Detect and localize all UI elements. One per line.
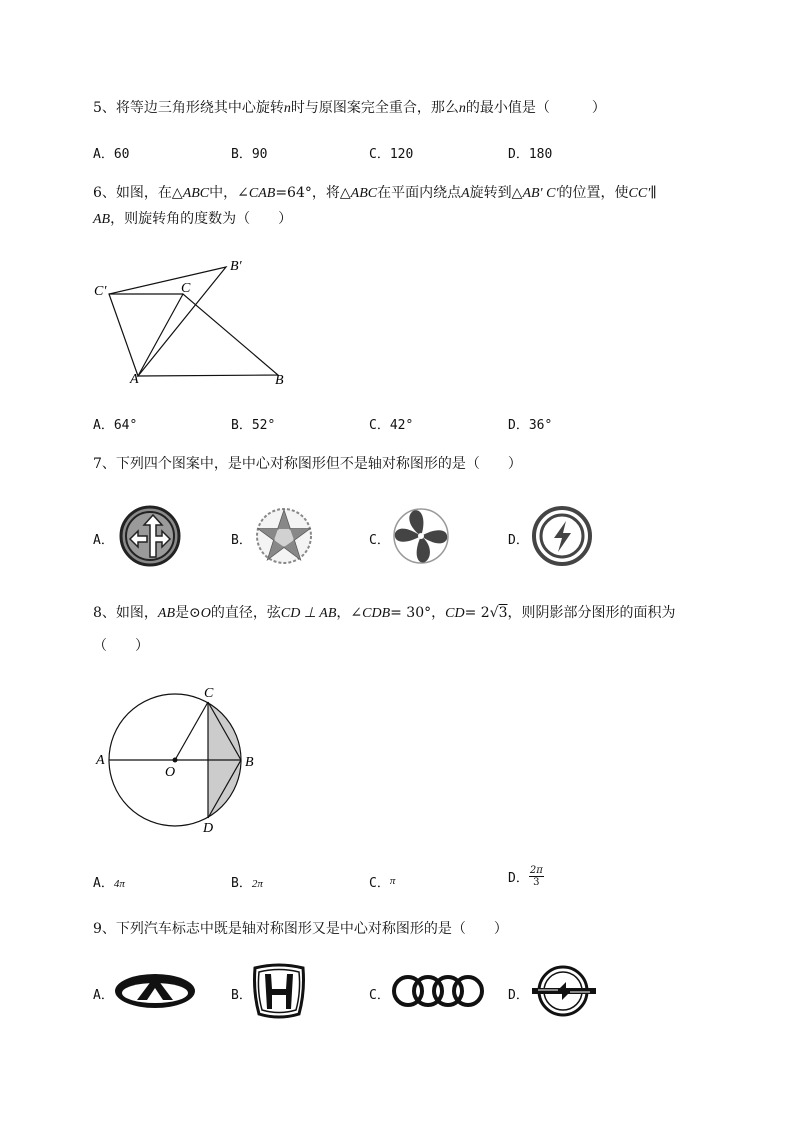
q8-var: CDB (362, 606, 391, 621)
q6-text: ，则旋转角的度数为（ ） (110, 211, 293, 227)
option-letter: D． (508, 418, 529, 433)
q8-text: 8、如图， (93, 605, 158, 621)
option-value: 180 (528, 147, 553, 162)
option-c[interactable] (369, 872, 395, 891)
option-letter: B． (231, 147, 252, 162)
label-b: B (245, 755, 254, 770)
option-letter: D． (508, 533, 529, 548)
opel-logo-icon (530, 958, 600, 1022)
q6-text: 在平面内绕点 (377, 185, 462, 201)
q6-var: CC′ (628, 186, 651, 201)
label-b: B (275, 373, 284, 388)
infiniti-logo-icon (113, 958, 197, 1022)
option-letter: C． (369, 988, 390, 1003)
question-9-text (93, 918, 508, 940)
question-8-options (93, 865, 713, 898)
q6-var: CAB (248, 186, 276, 201)
q6-var: AB (93, 212, 111, 227)
question-8-text-line2 (93, 635, 149, 657)
option-letter: D． (508, 147, 529, 162)
q5-var-n: n (283, 101, 291, 116)
label-b-prime: B′ (230, 259, 242, 274)
option-value: 52° (251, 418, 276, 433)
q8-circle-figure (90, 680, 270, 840)
option-d[interactable] (508, 958, 646, 1028)
option-d[interactable] (508, 503, 646, 573)
q8-text: 是⊙ (175, 605, 201, 621)
q6-var: ABC (182, 186, 210, 201)
option-value: 60 (113, 147, 130, 162)
option-letter: C． (369, 533, 390, 548)
option-letter: A． (93, 876, 114, 891)
option-letter: D． (508, 871, 529, 886)
honda-logo-icon (251, 958, 307, 1022)
option-d[interactable] (508, 865, 544, 888)
option-b[interactable] (231, 503, 369, 573)
q8-text: ，则阴影部分图形的面积为 (507, 605, 676, 621)
label-c: C (181, 281, 191, 296)
option-letter: C． (369, 876, 390, 891)
audi-rings-icon (391, 958, 485, 1022)
question-7-text (93, 453, 522, 475)
option-b[interactable] (231, 958, 369, 1028)
option-value: 120 (389, 147, 414, 162)
option-value: π (389, 875, 396, 887)
fraction-denominator: 3 (533, 877, 540, 888)
option-b[interactable] (231, 414, 275, 433)
option-letter: A． (93, 418, 114, 433)
option-a[interactable] (93, 414, 137, 433)
q6-text: 旋转到△ (469, 185, 523, 201)
option-letter: A． (93, 988, 114, 1003)
label-a: A (96, 753, 105, 768)
option-letter: B． (231, 988, 252, 1003)
option-a[interactable] (93, 872, 125, 891)
option-b[interactable] (231, 872, 263, 891)
option-value: 2π (251, 878, 263, 890)
option-a[interactable] (93, 143, 129, 162)
q5-text: 5、将等边三角形绕其中心旋转 (93, 100, 284, 116)
option-value: 64° (113, 418, 138, 433)
q9-text: 9、下列汽车标志中既是轴对称图形又是中心对称图形的是（ ） (93, 921, 508, 937)
label-d: D (203, 821, 214, 836)
option-b[interactable] (231, 143, 267, 162)
label-a: A (130, 372, 139, 387)
label-c: C (204, 686, 214, 701)
four-petal-pattern-icon (391, 503, 451, 567)
question-6-options (93, 414, 713, 434)
option-letter: B． (231, 876, 252, 891)
q6-text: 中，∠ (209, 185, 249, 201)
option-c[interactable] (369, 958, 507, 1028)
option-letter: D． (508, 988, 529, 1003)
q8-text: = 2 (464, 605, 490, 621)
option-letter: C． (369, 147, 390, 162)
option-value: 36° (528, 418, 553, 433)
q5-text: 时与原图案完全重合，那么 (290, 100, 459, 116)
option-d[interactable] (508, 414, 552, 433)
option-c[interactable] (369, 503, 507, 573)
question-7-options (93, 503, 713, 573)
q7-text: 7、下列四个图案中，是中心对称图形但不是轴对称图形的是（ ） (93, 456, 522, 472)
q8-var: CD (445, 606, 465, 621)
q6-text: 的位置，使 (558, 185, 629, 201)
option-value: 4π (113, 878, 125, 890)
triangle-abc (138, 294, 278, 376)
label-o: O (165, 765, 176, 780)
q5-text: 的最小值是（ ） (465, 100, 606, 116)
question-9-options (93, 958, 713, 1028)
question-5-text (93, 97, 606, 120)
segment-oc (175, 702, 208, 760)
q5-var-n: n (458, 101, 466, 116)
q6-var: ABC (350, 186, 378, 201)
option-letter: A． (93, 147, 114, 162)
option-letter: A． (93, 533, 114, 548)
q6-var: A (461, 186, 470, 201)
q8-text: （ ） (93, 638, 149, 654)
option-d[interactable] (508, 143, 552, 162)
option-fraction (529, 865, 544, 888)
q8-var: AB (157, 606, 176, 621)
turn-sign-icon (118, 503, 182, 567)
q6-text: 6、如图，在△ (93, 185, 183, 201)
q8-sqrt-value: 3 (498, 605, 508, 621)
lightning-icon (530, 503, 594, 567)
label-c-prime: C′ (94, 284, 107, 299)
question-6-text (93, 182, 657, 205)
question-6-text-line2 (93, 208, 292, 231)
fraction-numerator: 2π (529, 865, 543, 876)
option-letter: B． (231, 418, 252, 433)
option-letter: B． (231, 533, 252, 548)
option-value: 90 (251, 147, 268, 162)
star-pattern-icon (254, 503, 314, 567)
q8-text: 的直径，弦 (210, 605, 281, 621)
q6-rotation-figure (90, 250, 300, 390)
q8-text: = 30°， (390, 605, 446, 621)
q8-var: CD ⊥ AB (280, 606, 337, 621)
option-c[interactable] (369, 414, 413, 433)
q6-var: AB′ C′ (522, 186, 559, 201)
option-a[interactable] (93, 503, 231, 573)
option-letter: C． (369, 418, 390, 433)
option-c[interactable] (369, 143, 413, 162)
option-a[interactable] (93, 958, 231, 1028)
q8-var: O (200, 606, 211, 621)
q8-text: ，∠ (336, 605, 363, 621)
q6-text: =64°，将△ (275, 185, 351, 201)
question-5-options (93, 143, 713, 163)
q6-text: ∥ (650, 185, 657, 201)
question-8-text: 8、如图，AB是⊙O的直径，弦CD ⊥ AB，∠CDB= 30°，CD= 2√3，则阴影部分图形的面积为 (93, 605, 676, 621)
option-value: 42° (389, 418, 414, 433)
